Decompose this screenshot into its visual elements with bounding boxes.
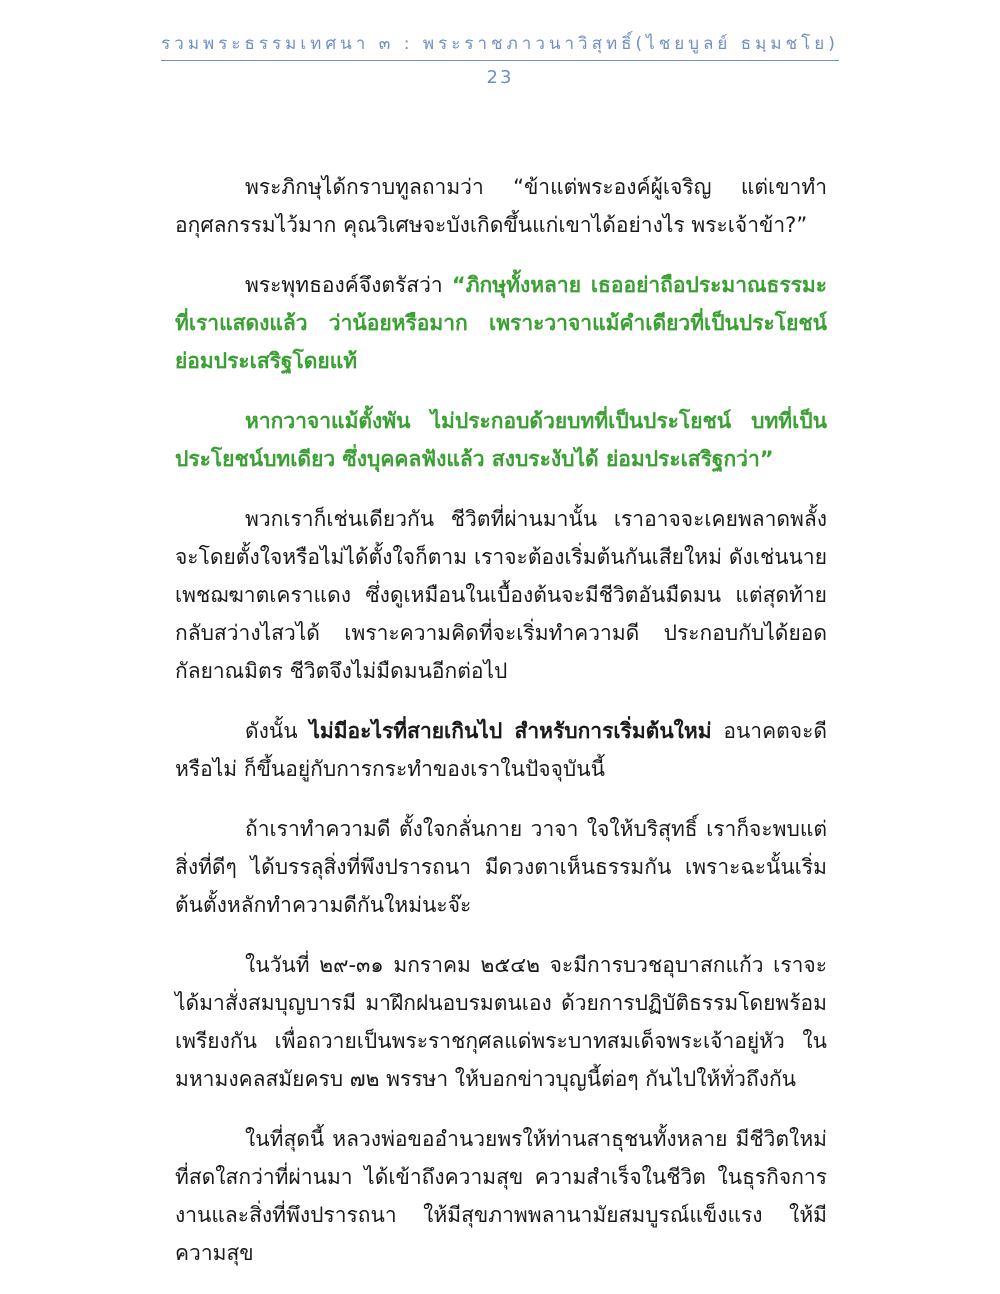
- paragraph-5-rest: อนาคตจะดีหรือไม่ ก็ขึ้นอยู่กับการกระทำของเราในปัจจุบันนี้: [175, 719, 827, 781]
- document-body: [175, 168, 827, 1294]
- paragraph-5-lead: ดังนั้น: [245, 719, 310, 743]
- paragraph-1: พระภิกษุได้กราบทูลถามว่า “ข้าแต่พระองค์ผู้เจริญ แต่เขาทำอกุศลกรรมไว้มาก คุณวิเศษจะบังเกิดขึ้นแก่เขาได้อย่างไร พระเจ้าข้า?”: [175, 175, 827, 237]
- running-title: รวมพระธรรมเทศนา ๓ : พระราชภาวนาวิสุทธิ์(ไชยบูลย์ ธมฺมชโย): [161, 30, 839, 61]
- paragraph-4: พวกเราก็เช่นเดียวกัน ชีวิตที่ผ่านมานั้น เราอาจจะเคยพลาดพลั้ง จะโดยตั้งใจหรือไม่ได้ตั้งใจก็ตาม เราจะต้องเริ่มต้นกันเสียใหม่ ดังเช่นนายเพชฌฆาตเคราแดง ซึ่งดูเหมือนในเบื้องต้นจะมีชีวิตอันมืดมน แต่สุดท้ายกลับสว่างไสวได้ เพราะความคิดที่จะเริ่มทำความดี ประกอบกับได้ยอดกัลยาณมิตร ชีวิตจึงไม่มืดมนอีกต่อไป: [175, 507, 827, 683]
- page-header: [0, 30, 1000, 88]
- paragraph-2-lead: พระพุทธองค์จึงตรัสว่า: [245, 273, 452, 297]
- emphasis-text: ไม่มีอะไรที่สายเกินไป สำหรับการเริ่มต้นใหม่: [309, 719, 712, 743]
- paragraph-5: [175, 712, 827, 788]
- paragraph-7: ในวันที่ ๒๙-๓๑ มกราคม ๒๕๔๒ จะมีการบวชอุบาสกแก้ว เราจะได้มาสั่งสมบุญบารมี มาฝึกฝนอบรมตนเอง ด้วยการปฏิบัติธรรมโดยพร้อมเพรียงกัน เพื่อถวายเป็นพระราชกุศลแด่พระบาทสมเด็จพระเจ้าอยู่หัว ในมหามงคลสมัยครบ ๗๒ พรรษา ให้บอกข่าวบุญนี้ต่อๆ กันไปให้ทั่วถึงกัน: [175, 953, 827, 1091]
- paragraph-6: ถ้าเราทำความดี ตั้งใจกลั่นกาย วาจา ใจให้บริสุทธิ์ เราก็จะพบแต่สิ่งที่ดีๆ ได้บรรลุสิ่งที่พึงปรารถนา มีดวงตาเห็นธรรมกัน เพราะฉะนั้นเริ่มต้นตั้งหลักทำความดีกันใหม่นะจ๊ะ: [175, 817, 827, 917]
- paragraph-3-quote: หากวาจาแม้ตั้งพัน ไม่ประกอบด้วยบทที่เป็นประโยชน์ บทที่เป็นประโยชน์บทเดียว ซึ่งบุคคลฟังแล้ว สงบระงับได้ ย่อมประเสริฐกว่า”: [175, 409, 827, 471]
- paragraph-2: [175, 266, 827, 380]
- paragraph-8: ในที่สุดนี้ หลวงพ่อขออำนวยพรให้ท่านสาธุชนทั้งหลาย มีชีวิตใหม่ที่สดใสกว่าที่ผ่านมา ได้เข้าถึงความสุข ความสำเร็จในชีวิต ในธุรกิจการงานและสิ่งที่พึงปรารถนา ให้มีสุขภาพพลานามัยสมบูรณ์แข็งแรง ให้มีความสุข: [175, 1127, 827, 1265]
- buddha-quote: “ภิกษุทั้งหลาย เธออย่าถือประมาณธรรมะที่เราแสดงแล้ว ว่าน้อยหรือมาก เพราะวาจาแม้คำเดียวที่เป็นประโยชน์ย่อมประเสริฐโดยแท้: [175, 273, 827, 373]
- page-number: 23: [486, 67, 514, 88]
